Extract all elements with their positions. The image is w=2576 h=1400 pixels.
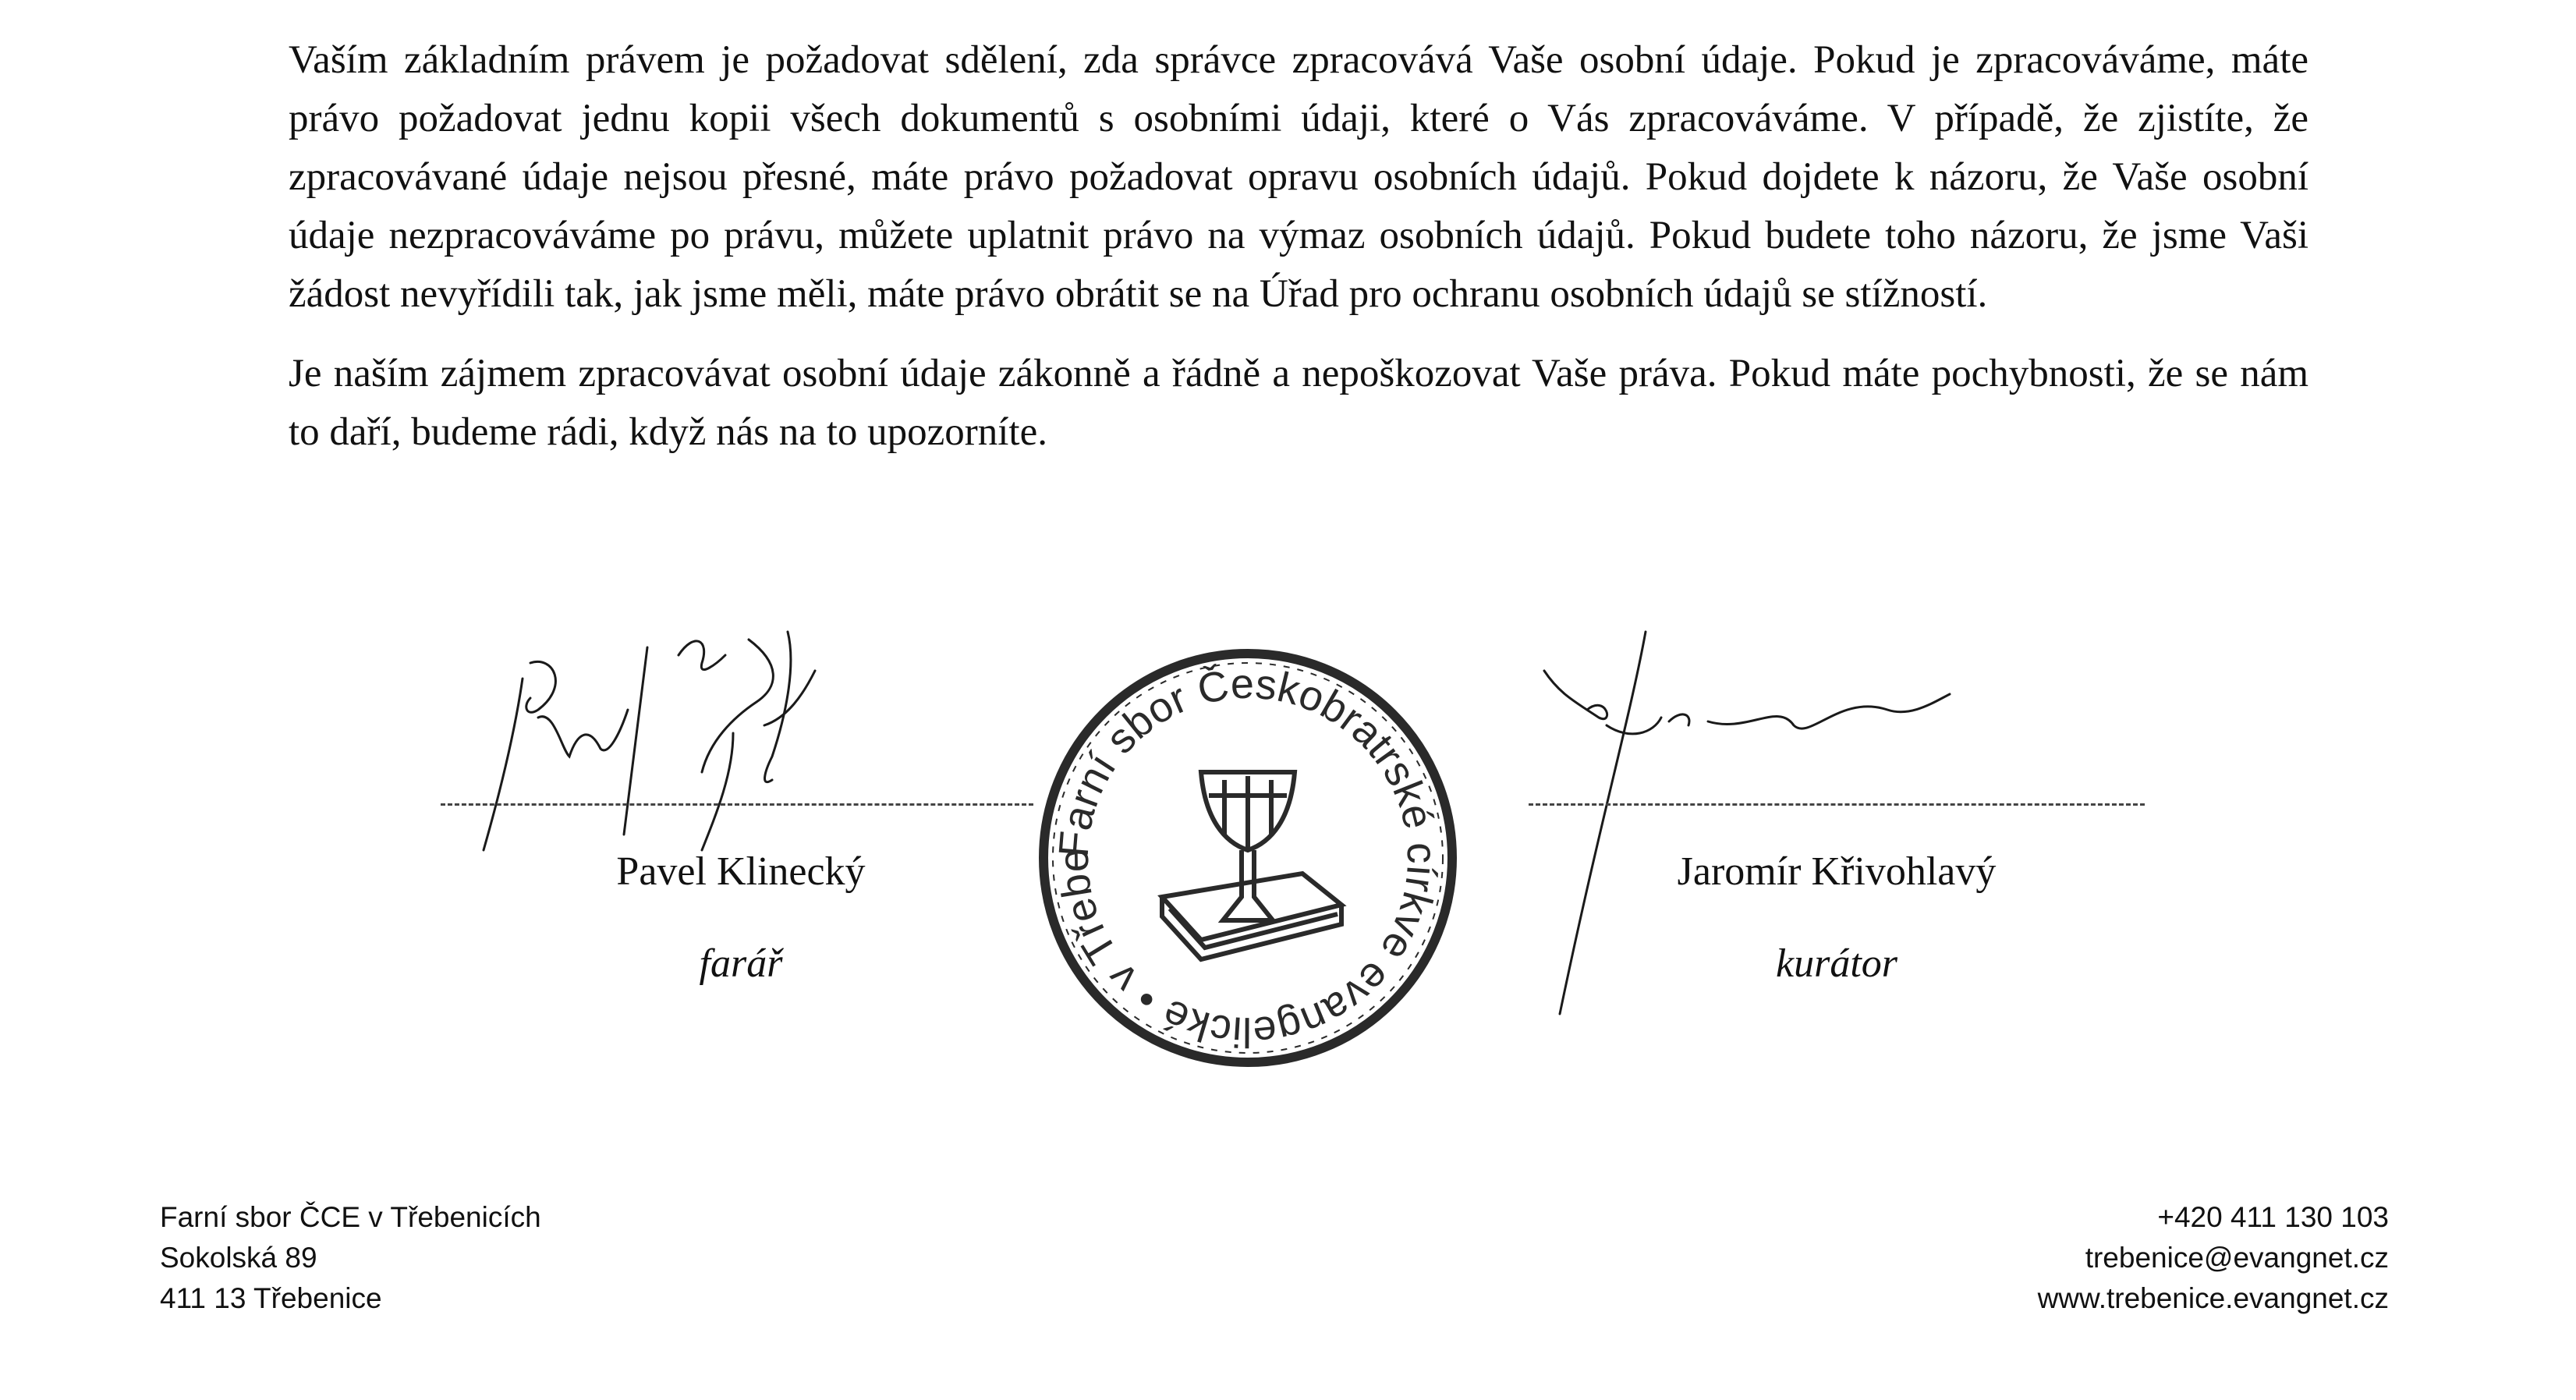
signature-line-curator [1529,803,2145,806]
letter-body [289,31,2308,483]
chalice-icon [1201,772,1295,920]
footer-street: Sokolská 89 [160,1242,317,1274]
footer-email: trebenice@evangnet.cz [2085,1242,2389,1274]
signer-role-pastor: farář [699,941,783,986]
signer-name-curator: Jaromír Křivohlavý [1677,849,1997,894]
footer-website: www.trebenice.evangnet.cz [2037,1282,2389,1314]
signer-name-pastor: Pavel Klinecký [616,849,866,894]
stamp-text: Farní sbor Českobratrské církve evangelické • v Třebenicích [1017,602,1446,1056]
footer-city: 411 13 Třebenice [160,1282,382,1314]
church-stamp [1017,602,1466,1076]
footer-org-name: Farní sbor ČCE v Třebenicích [160,1201,541,1233]
signature-line-pastor [441,803,1033,806]
footer-address [160,1197,541,1319]
signature-pastor [452,616,1045,881]
paragraph-rights: Vaším základním právem je požadovat sdělení, zda správce zpracovává Vaše osobní údaje. Pokud je zpracováváme, máte právo požadovat jednu kopii všech dokumentů s osobními údaji, které o Vás zpracováváme. V případě, že zjistíte, že zpracovávané údaje nejsou přesné, máte právo požadovat opravu osobních údajů. Pokud dojdete k názoru, že Vaše osobní údaje nezpracováváme po právu, můžete uplatnit právo na výmaz osobních údajů. Pokud budete toho názoru, že jsme Vaši žádost nevyřídili tak, jak jsme měli, máte právo obrátit se na Úřad pro ochranu osobních údajů se stížností. [289,38,2308,316]
signer-role-curator: kurátor [1776,941,1897,986]
footer-contact [2038,1197,2389,1319]
footer-phone: +420 411 130 103 [2157,1201,2389,1233]
paragraph-interest: Je naším zájmem zpracovávat osobní údaje zákonně a řádně a nepoškozovat Vaše práva. Pokud máte pochybnosti, že se nám to daří, budeme rádi, když nás na to upozorníte. [289,352,2308,454]
